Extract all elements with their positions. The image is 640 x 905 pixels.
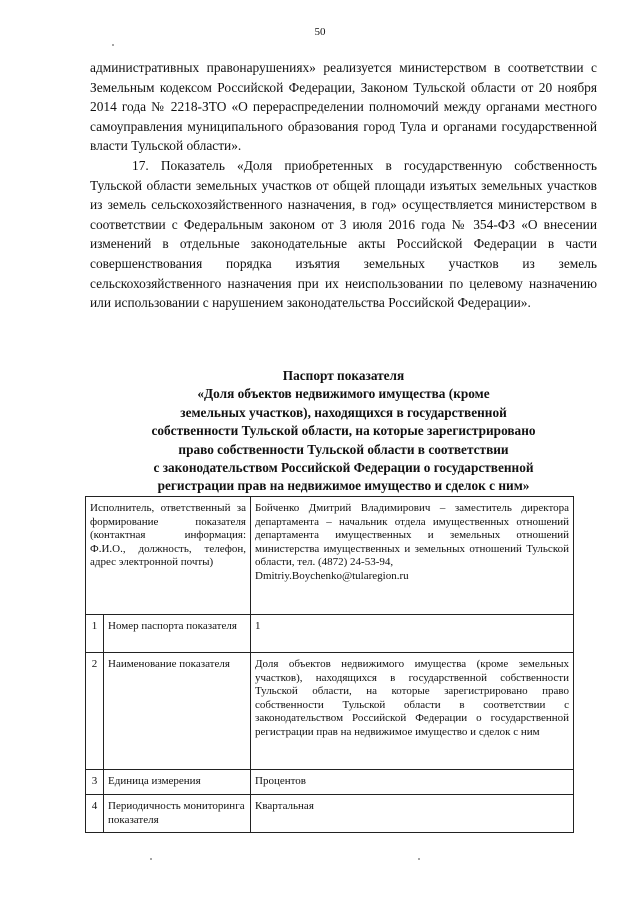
table-row bbox=[86, 615, 574, 653]
responsible-label-cell: Исполнитель, ответственный за формирование показателя (контактная информация: Ф.И.О., должность, телефон, адрес электронной почты) bbox=[86, 497, 251, 615]
row-label: Единица измерения bbox=[104, 770, 251, 795]
row-value: Процентов bbox=[251, 770, 574, 795]
responsible-value: Бойченко Дмитрий Владимирович – заместитель директора департамента – начальник отдела имущественных отношений департамента имущественных и земельных отношений министерства имущественных и земельных отношений Тульской области, тел. (4872) 24-53-94, bbox=[255, 502, 569, 569]
body-text bbox=[90, 58, 597, 313]
row-number: 2 bbox=[86, 653, 104, 770]
paragraph-continuation: административных правонарушениях» реализуется министерством в соответствии с Земельным кодексом Российской Федерации, Законом Тульской области от 20 ноября 2014 года № 2218-ЗТО «О перераспределении полномочий между органами местного самоуправления муниципального образования город Тула и органами государственной власти Тульской области». bbox=[90, 60, 597, 154]
passport-subtitle-line: собственности Тульской области, на которые зарегистрировано bbox=[151, 423, 536, 439]
passport-heading bbox=[90, 367, 597, 496]
passport-subtitle-line: земельных участков), находящихся в государственной bbox=[180, 404, 507, 420]
row-number: 4 bbox=[86, 795, 104, 833]
responsible-email: Dmitriy.Boychenko@tularegion.ru bbox=[255, 569, 409, 582]
paragraph-17: 17. Показатель «Доля приобретенных в государственную собственность Тульской области земельных участков от общей площади изъятых земельных участков из земель сельскохозяйственного назначения, в год» осуществляется министерством в соответствии с Федеральным законом от 3 июля 2016 года № 354-ФЗ «О внесении изменений в отдельные законодательные акты Российской Федерации в части совершенствования порядка изъятия земельных участков из земель сельскохозяйственного назначения при их неиспользовании по целевому назначению или использовании с нарушением законодательства Российской Федерации». bbox=[90, 157, 597, 311]
scan-speck bbox=[418, 858, 420, 860]
passport-subtitle-line: «Доля объектов недвижимого имущества (кроме bbox=[197, 386, 490, 402]
scan-speck bbox=[150, 858, 152, 860]
row-label: Периодичность мониторинга показателя bbox=[104, 795, 251, 833]
row-label: Наименование показателя bbox=[104, 653, 251, 770]
table-row bbox=[86, 653, 574, 770]
scan-speck bbox=[112, 44, 114, 46]
passport-table bbox=[85, 496, 574, 833]
passport-subtitle-line: с законодательством Российской Федерации о государственной bbox=[153, 460, 534, 476]
passport-title: Паспорт показателя bbox=[282, 368, 405, 383]
table-row bbox=[86, 497, 574, 615]
page-number: 50 bbox=[314, 26, 326, 38]
row-value: Квартальная bbox=[251, 795, 574, 833]
passport-subtitle-line: право собственности Тульской области в соответствии bbox=[178, 441, 509, 457]
row-value: 1 bbox=[251, 615, 574, 653]
responsible-value-cell bbox=[251, 497, 574, 615]
passport-subtitle-line: регистрации прав на недвижимое имущество и сделок с ним» bbox=[157, 478, 530, 494]
row-number: 1 bbox=[86, 615, 104, 653]
table-row bbox=[86, 795, 574, 833]
row-number: 3 bbox=[86, 770, 104, 795]
table-row bbox=[86, 770, 574, 795]
row-value: Доля объектов недвижимого имущества (кроме земельных участков), находящихся в государственной собственности Тульской области, на которые зарегистрировано право собственности Тульской области в соответствии с законодательством Российской Федерации о государственной регистрации прав на недвижимое имущество и сделок с ним bbox=[251, 653, 574, 770]
row-label: Номер паспорта показателя bbox=[104, 615, 251, 653]
